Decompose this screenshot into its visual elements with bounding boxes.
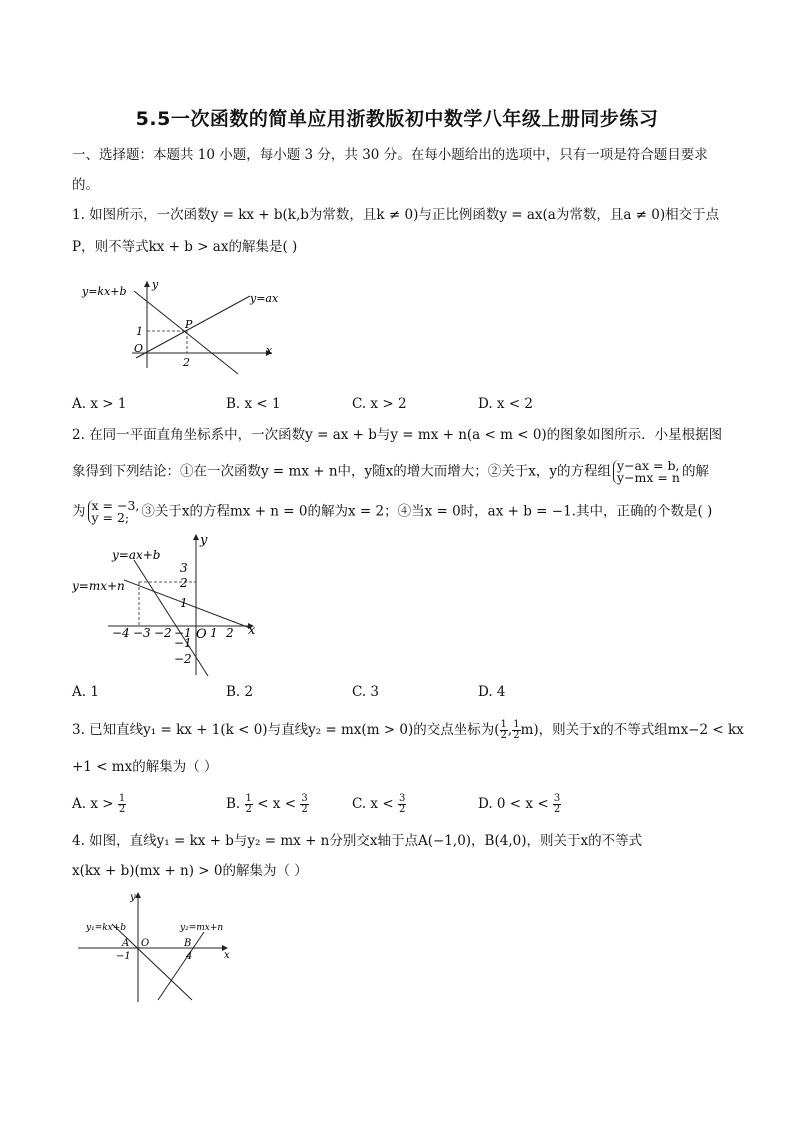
q3-option-b-mid: < x < [257, 796, 297, 812]
q3-line1-start: 3. 已知直线y₁ = kx + 1(k < 0)与直线y₂ = mx(m > 0)的交点坐标为 [72, 722, 495, 738]
q2-text-line1: 2. 在同一平面直角坐标系中，一次函数y = ax + b与y = mx + n(a < m < 0)的图象如图所示．小星根据图 [72, 427, 723, 443]
q1-label-origin: O [134, 342, 144, 355]
q3-line1-end: ，则关于x的不等式组mx−2 < kx [538, 722, 744, 738]
q3-option-a-num: 1 [118, 793, 126, 804]
q1-label-x: x [266, 344, 273, 357]
q3-option-b-num2: 3 [301, 793, 308, 804]
q2-xtick-2: 2 [226, 626, 234, 640]
q2-equation-system [613, 460, 680, 484]
q3-text-line1: 3. 已知直线y₁ = kx + 1(k < 0)与直线y₂ = mx(m > 0)的交点坐标为( $\frac{1}{2}$ , $\frac{1}{2}$ m)，则关于x的不等式组mx−2 < kx [72, 719, 744, 741]
section-instructions-line1: 一、选择题：本题共 10 小题，每小题 3 分，共 30 分。在每小题给出的选项中，只有一项是符合题目要求 [72, 147, 708, 163]
q2-line3-start: 为 [72, 503, 86, 520]
q4-label-y2: y₂=mx+n [180, 923, 224, 933]
q3-option-b-num1: 1 [245, 793, 252, 804]
q4-figure [76, 890, 246, 1008]
q2-figure [72, 530, 272, 680]
q3-option-b-frac2 [300, 794, 308, 815]
q2-ytick-neg1: −1 [174, 636, 192, 650]
q3-option-d-text: D. 0 < x < [478, 796, 549, 812]
q1-option-d[interactable]: D. x < 2 [478, 396, 534, 412]
q3-option-a-text: A. x > [72, 796, 114, 812]
q3-coord-frac2-num: 1 [513, 719, 520, 730]
q1-label-p: P [185, 318, 193, 331]
q1-option-c[interactable]: C. x > 2 [352, 396, 407, 412]
q1-tick-2: 2 [183, 356, 190, 369]
q3-option-d-den: 2 [553, 804, 561, 815]
q3-option-c-frac [398, 794, 406, 815]
q1-label-ax: y=ax [250, 292, 279, 305]
q3-coord-frac2-den: 2 [513, 730, 520, 741]
q1-label-y: y [152, 278, 159, 291]
q2-xtick-neg4: −4 [112, 626, 130, 640]
q3-coord-frac1 [500, 720, 508, 741]
q3-option-b-prefix: B. [226, 796, 241, 812]
q2-text-line3 [72, 500, 712, 524]
q3-option-b-frac1 [245, 794, 253, 815]
q1-y-arrow [144, 281, 150, 287]
q3-coord-frac2 [512, 720, 520, 741]
q2-label-mx-n: y=mx+n [72, 579, 125, 593]
q2-option-a[interactable]: A. 1 [72, 684, 99, 700]
q1-line-ax [136, 296, 250, 358]
q2-line2-end: 的解 [681, 463, 709, 480]
q2-eq2: y−mx = n [617, 470, 680, 485]
q1-option-a[interactable]: A. x > 1 [72, 396, 127, 412]
q2-label-ax-b: y=ax+b [112, 548, 161, 562]
q3-option-c-num: 3 [398, 793, 406, 804]
q3-option-a-frac [118, 794, 126, 815]
q2-label-origin: O [196, 627, 207, 642]
q3-option-d[interactable] [478, 794, 561, 815]
q2-ytick-2: 2 [180, 576, 188, 590]
section-instructions-line2: 的。 [72, 177, 99, 193]
q2-line-ax-b [134, 560, 208, 676]
q2-xtick-neg1: −1 [174, 626, 192, 640]
q2-ytick-1: 1 [180, 596, 188, 610]
q4-label-b: B [184, 938, 192, 949]
q2-text-line2 [72, 460, 709, 484]
q3-option-b[interactable] [226, 794, 309, 815]
q3-option-c-den: 2 [398, 804, 406, 815]
q2-xtick-neg3: −3 [133, 626, 151, 640]
q2-sol2: y = 2; [91, 510, 130, 525]
q2-option-d[interactable]: D. 4 [478, 684, 506, 700]
q4-tick-neg1: −1 [116, 951, 131, 962]
q2-option-c[interactable]: C. 3 [352, 684, 380, 700]
q4-label-a: A [122, 938, 130, 949]
q2-ytick-neg2: −2 [174, 652, 192, 666]
q1-text-line1: 1. 如图所示，一次函数y = kx + b(k,b为常数，且k ≠ 0)与正比例函数y = ax(a为常数，且a ≠ 0)相交于点 [72, 207, 720, 223]
page-title: 5.5一次函数的简单应用浙教版初中数学八年级上册同步练习 [135, 108, 659, 130]
q3-option-c[interactable] [352, 794, 406, 815]
q4-label-y1: y₁=kx+b [86, 923, 127, 933]
q2-line3-end: ③关于x的方程mx + n = 0的解为x = 2；④当x = 0时，ax + b = −1.其中，正确的个数是( ) [141, 503, 713, 520]
q3-option-a-den: 2 [118, 804, 126, 815]
q1-text-line2: P，则不等式kx + b > ax的解集是( ) [72, 239, 298, 255]
q4-line-y1 [112, 924, 192, 1000]
q4-label-x: x [224, 950, 230, 961]
q3-option-d-num: 3 [553, 793, 561, 804]
q2-label-x: x [248, 623, 256, 638]
q3-option-c-text: C. x < [352, 796, 394, 812]
q1-label-kx-b: y=kx+b [82, 285, 127, 298]
q4-text-line1: 4. 如图，直线y₁ = kx + b与y₂ = mx + n分别交x轴于点A(−1,0)，B(4,0)，则关于x的不等式 [72, 833, 643, 849]
q2-ytick-3: 3 [180, 561, 188, 575]
q2-line2-start: 象得到下列结论：①在一次函数y = mx + n中，y随x的增大而增大；②关于x，y的方程组 [72, 463, 612, 480]
q3-text-line2: +1 < mx的解集为（ ） [72, 759, 218, 775]
q3-option-b-den1: 2 [245, 804, 252, 815]
q4-y-arrow [135, 892, 141, 898]
q4-label-y: y [130, 892, 136, 903]
q4-label-origin: O [141, 938, 150, 949]
q1-tick-1: 1 [136, 325, 143, 338]
q3-coord-open: ( [494, 722, 500, 738]
q3-option-a[interactable] [72, 794, 126, 815]
q2-label-y: y [200, 533, 208, 548]
q3-option-b-den2: 2 [301, 804, 308, 815]
q2-xtick-neg2: −2 [154, 626, 172, 640]
q1-figure [72, 276, 292, 376]
q4-text-line2: x(kx + b)(mx + n) > 0的解集为（ ） [72, 863, 308, 879]
q2-option-b[interactable]: B. 2 [226, 684, 254, 700]
q2-xtick-1: 1 [210, 626, 218, 640]
q2-eq1: y−ax = b, [617, 458, 680, 473]
q2-y-arrow [193, 534, 199, 540]
q1-option-b[interactable]: B. x < 1 [226, 396, 281, 412]
q3-option-d-frac [553, 794, 561, 815]
q4-tick-4: 4 [186, 951, 193, 962]
q3-coord-close: m) [520, 722, 539, 738]
q2-sol1: x = −3, [91, 498, 140, 513]
q3-coord-frac1-den: 2 [500, 730, 507, 741]
q2-solution-system [88, 500, 140, 524]
q3-coord-frac1-num: 1 [500, 719, 507, 730]
